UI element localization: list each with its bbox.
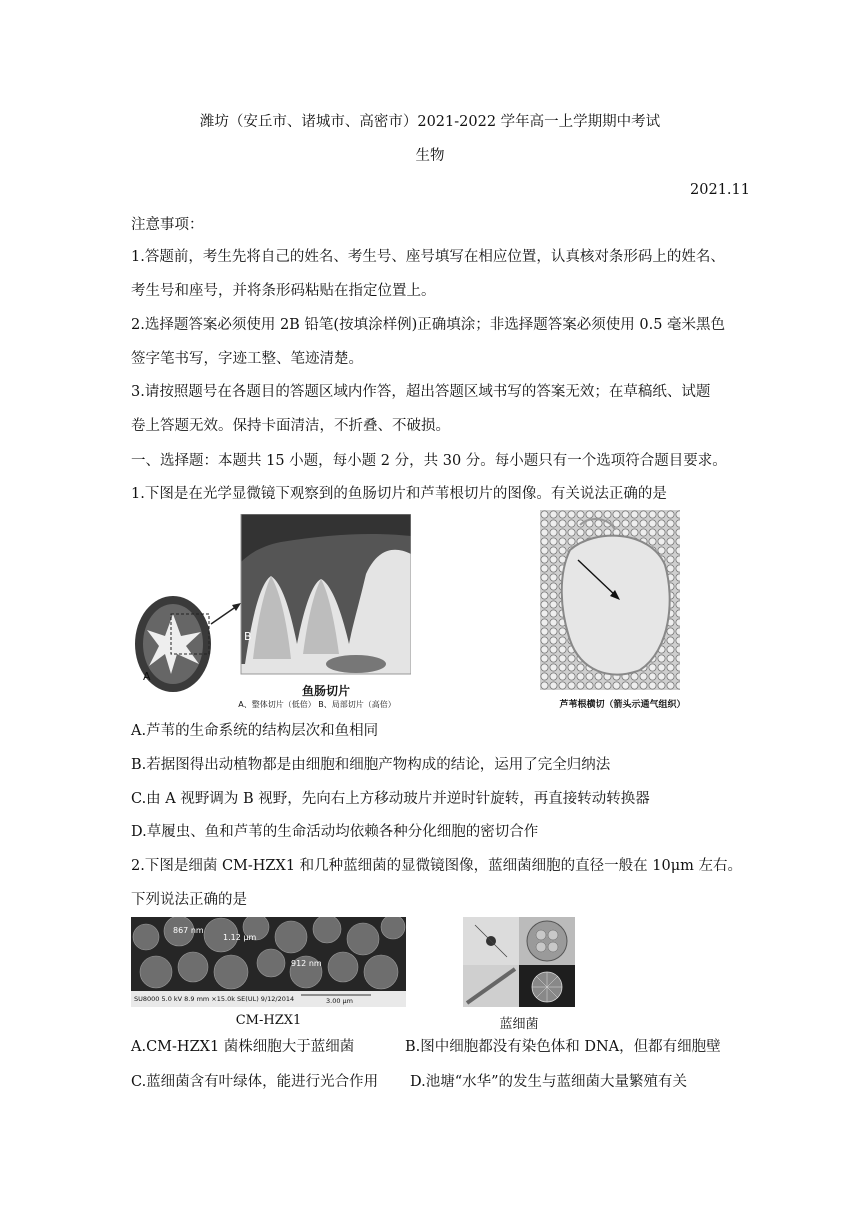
notice-line: 卷上答题无效。保持卡面清洁，不折叠、不破损。: [131, 418, 450, 434]
notice-heading: 注意事项：: [131, 217, 204, 233]
q2-option-d: D.池塘“水华”的发生与蓝细菌大量繁殖有关: [410, 1074, 688, 1090]
section-heading: 一、选择题：本题共 15 小题，每小题 2 分，共 30 分。每小题只有一个选项符合题目要求。: [131, 453, 727, 469]
measure-label: 867 nm: [173, 926, 204, 935]
q1-option-d: D.草履虫、鱼和芦苇的生命活动均依赖各种分化细胞的密切合作: [131, 824, 539, 840]
reed-caption: 芦苇根横切（箭头示通气组织）: [559, 700, 686, 710]
exam-date: 2021.11: [690, 182, 750, 198]
cm-hzx1-sem-figure: [131, 917, 406, 1007]
cyanobacteria-figure: [463, 917, 575, 1007]
q2-option-b: B.图中细胞都没有染色体和 DNA，但都有细胞壁: [405, 1039, 721, 1055]
notice-line: 1.答题前，考生先将自己的姓名、考生号、座号填写在相应位置，认真核对条形码上的姓名、: [131, 249, 725, 265]
cyanobacteria-caption: 蓝细菌: [499, 1017, 539, 1032]
q1-option-c: C.由 A 视野调为 B 视野，先向右上方移动玻片并逆时针旋转，再直接转动转换器: [131, 791, 650, 807]
fish-subcaption: A、整体切片（低倍） B、局部切片（高倍）: [238, 700, 396, 709]
notice-line: 2.选择题答案必须使用 2B 铅笔(按填涂样例)正确填涂；非选择题答案必须使用 0.5 毫米黑色: [131, 317, 726, 333]
exam-subject: 生物: [415, 148, 445, 164]
measure-label: 912 nm: [291, 959, 322, 968]
scale-bar-label: 3.00 μm: [326, 997, 354, 1005]
question-1-stem: 1.下图是在光学显微镜下观察到的鱼肠切片和芦苇根切片的图像。有关说法正确的是: [131, 486, 667, 502]
notice-line: 签字笔书写，字迹工整、笔迹清楚。: [131, 351, 363, 367]
notice-line: 考生号和座号，并将条形码粘贴在指定位置上。: [131, 283, 436, 299]
fish-caption: 鱼肠切片: [301, 684, 350, 698]
measure-label: 1.12 μm: [223, 933, 257, 942]
fish-intestine-figure: [131, 514, 411, 714]
sem-info: SU8000 5.0 kV 8.9 mm ×15.0k SE(UL) 9/12/2014: [134, 995, 295, 1003]
exam-title: 潍坊（安丘市、诸城市、高密市）2021-2022 学年高一上学期期中考试: [199, 114, 661, 130]
fig-label-b: B: [244, 630, 252, 643]
reed-root-figure: [540, 510, 705, 715]
notice-line: 3.请按照题号在各题目的答题区域内作答，超出答题区域书写的答案无效；在草稿纸、试题: [131, 384, 711, 400]
q1-option-a: A.芦苇的生命系统的结构层次和鱼相同: [131, 723, 379, 739]
question-2-stem-cont: 下列说法正确的是: [131, 892, 247, 908]
q2-option-a: A.CM-HZX1 菌株细胞大于蓝细菌: [131, 1039, 355, 1055]
q1-option-b: B.若据图得出动植物都是由细胞和细胞产物构成的结论，运用了完全归纳法: [131, 757, 611, 773]
fig-label-a: A: [143, 670, 151, 683]
cm-hzx1-caption: CM-HZX1: [235, 1013, 302, 1028]
q2-option-c: C.蓝细菌含有叶绿体，能进行光合作用: [131, 1074, 379, 1090]
question-2-stem: 2.下图是细菌 CM-HZX1 和几种蓝细菌的显微镜图像，蓝细菌细胞的直径一般在 10μm 左右。: [131, 858, 743, 874]
